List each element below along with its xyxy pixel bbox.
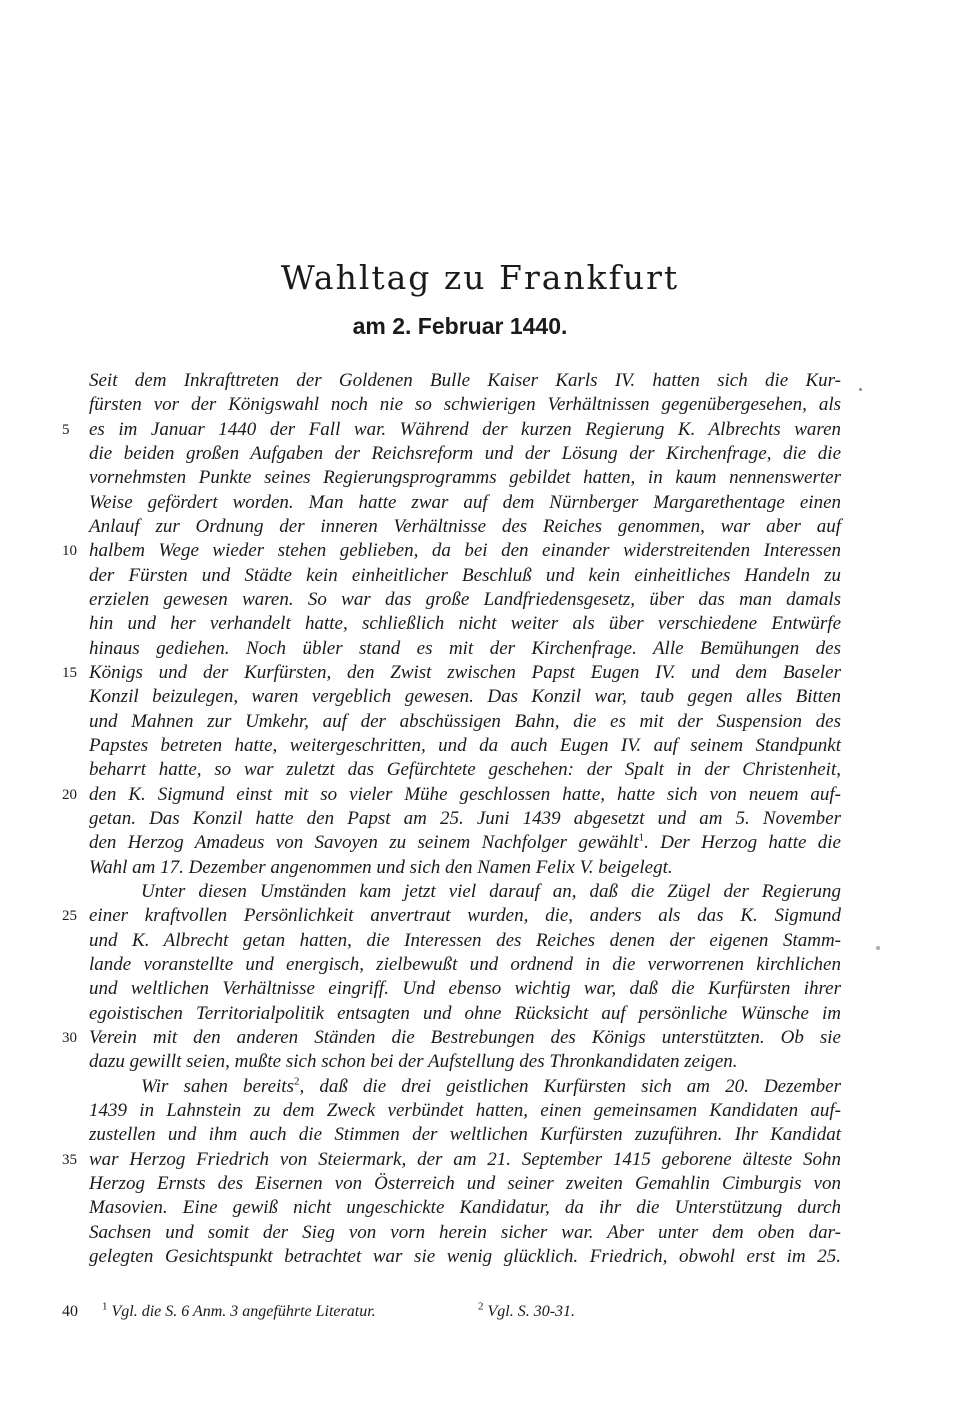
line-number: 25 [62,908,77,924]
text-line: lande voranstellte und energisch, zielbewußt und ordnend in die verworrenen kirchlichen [89,954,841,975]
text-line: hin und her verhandelt hatte, schließlich nicht weiter als über verschiedene Entwürfe [89,613,841,634]
text-line-part: Wir sahen bereits [141,1076,294,1097]
text-line: Weise gefördert worden. Man hatte zwar auf dem Nürnberger Margarethentage einen [89,492,841,513]
text-line: Herzog Ernsts des Eisernen von Österreich und seiner zweiten Gemahlin Cimburgis von [89,1173,841,1194]
text-line: Verein mit den anderen Ständen die Bestrebungen des Königs unterstützten. Ob sie [89,1027,841,1048]
text-line-part: , daß die drei geistlichen Kurfürsten sich am 20. Dezember [299,1076,841,1097]
text-line: Papstes betreten hatte, weitergeschritten, und da auch Eugen IV. auf seinem Standpunkt [89,735,841,756]
text-line [89,831,841,855]
footnote-text: Vgl. die S. 6 Anm. 3 angeführte Literatur. [111,1303,376,1320]
text-line: 1439 in Lahnstein zu dem Zweck verbündet hatten, einen gemeinsamen Kandidaten auf- [89,1100,841,1121]
text-line: vornehmsten Punkte seines Regierungsprogramms gebildet hatten, in kaum nennenswerter [89,467,841,488]
line-number: 5 [62,422,70,438]
text-line: Wahl am 17. Dezember angenommen und sich den Namen Felix V. beigelegt. [89,857,673,878]
text-line: zustellen und ihm auch die Stimmen der weltlichen Kurfürsten zuzuführen. Ihr Kandidat [89,1124,841,1145]
text-line: Königs und der Kurfürsten, den Zwist zwischen Papst Eugen IV. und dem Baseler [89,662,841,683]
line-number: 20 [62,787,77,803]
footnote-marker: 1 [102,1300,108,1313]
text-line: egoistischen Territorialpolitik entsagten und ohne Rücksicht auf persönliche Wünsche im [89,1003,841,1024]
text-line: einer kraftvollen Persönlichkeit anvertraut wurden, die, anders als das K. Sigmund [89,905,841,926]
footnote-marker: 2 [478,1300,484,1313]
footnote-1 [102,1300,376,1324]
text-line: beharrt hatte, so war zuletzt das Gefürchtete geschehen: der Spalt in der Christenheit, [89,759,841,780]
footnote-text: Vgl. S. 30-31. [487,1303,576,1320]
text-line: dazu gewillt seien, mußte sich schon bei der Aufstellung des Thronkandidaten zeigen. [89,1051,738,1072]
text-line: erzielen gewesen waren. So war das große Landfriedensgesetz, über das man damals [89,589,841,610]
line-number: 10 [62,543,77,559]
text-line: den K. Sigmund einst mit so vieler Mühe geschlossen hatte, hatte sich von neuem auf- [89,784,841,805]
line-number: 15 [62,665,77,681]
text-line: der Fürsten und Städte kein einheitlicher Beschluß und kein einheitliches Handeln zu [89,565,841,586]
footnote-marker: 2 [293,1075,300,1088]
line-number: 35 [62,1152,77,1168]
text-line: Masovien. Eine gewiß nicht ungeschickte Kandidatur, da ihr die Unterstützung durch [89,1197,841,1218]
footnote-marker: 1 [638,831,645,844]
paper-speck [859,388,862,391]
text-line: und Mahnen zur Umkehr, auf der abschüssigen Bahn, die es mit der Suspension des [89,711,841,732]
text-line: die beiden großen Aufgaben der Reichsreform und der Lösung der Kirchenfrage, die die [89,443,841,464]
text-line: hinaus gediehen. Noch übler stand es mit der Kirchenfrage. Alle Bemühungen des [89,638,841,659]
text-line: Unter diesen Umständen kam jetzt viel darauf an, daß die Zügel der Regierung [141,881,841,902]
footnotes [60,1300,840,1324]
page-subtitle: am 2. Februar 1440. [352,313,568,339]
text-line: halbem Wege wieder stehen geblieben, da bei den einander widerstreitenden Interessen [89,540,841,561]
text-line: war Herzog Friedrich von Steiermark, der am 21. September 1415 geborene älteste Sohn [89,1149,841,1170]
text-line: und weltlichen Verhältnisse eingriff. Und ebenso wichtig war, daß die Kurfürsten ihrer [89,978,841,999]
text-line: Konzil beizulegen, waren vergeblich gewesen. Das Konzil war, taub gegen alles Bitten [89,686,841,707]
text-line: Seit dem Inkrafttreten der Goldenen Bulle Kaiser Karls IV. hatten sich die Kur- [89,370,841,391]
line-number: 30 [62,1030,77,1046]
text-line: gelegten Gesichtspunkt betrachtet war sie wenig glücklich. Friedrich, obwohl erst im 25. [89,1246,841,1267]
footnote-2 [478,1300,575,1324]
text-line: getan. Das Konzil hatte den Papst am 25. Juni 1439 abgesetzt und am 5. November [89,808,841,829]
paper-speck [876,946,880,950]
page-title: Wahltag zu Frankfurt [280,258,680,297]
text-line-part: den Herzog Amadeus von Savoyen zu seinem Nachfolger gewählt [89,832,639,853]
text-line: fürsten vor der Königswahl noch nie so schwierigen Verhältnissen gegenübergesehen, als [89,394,841,415]
line-number: 40 [62,1303,78,1320]
text-line-part: . Der Herzog hatte die [644,832,841,853]
text-line: Sachsen und somit der Sieg von vorn herein sicher war. Aber unter dem oben dar- [89,1222,841,1243]
text-line: und K. Albrecht getan hatten, die Interessen des Reiches denen der eigenen Stamm- [89,930,841,951]
text-line [89,1075,841,1099]
text-line: es im Januar 1440 der Fall war. Während der kurzen Regierung K. Albrechts waren [89,419,841,440]
text-line: Anlauf zur Ordnung der inneren Verhältnisse des Reiches genommen, war aber auf [89,516,841,537]
